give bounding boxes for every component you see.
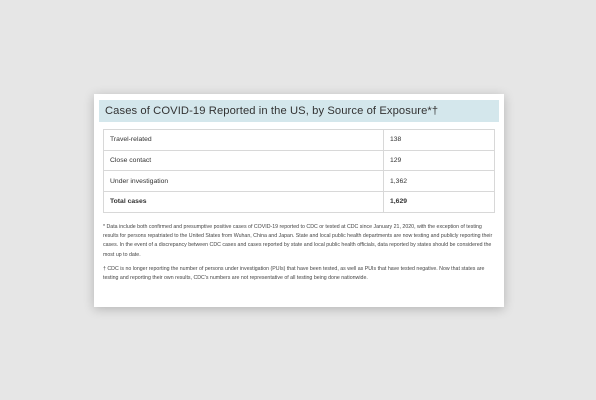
cases-table [103,129,495,213]
footnote-data-note: * Data include both confirmed and presumptive positive cases of COVID-19 reported to CDC or tested at CDC since January 21, 2020, with the exception of testing results for persons repatriated to the United States from Wuhan, China and Japan. State and local public health departments are now testing and publicly reporting their cases. In the event of a discrepancy between CDC cases and cases reported by state and local public health officials, data reported by states should be considered the most up to date. [103,223,493,258]
table-title: Cases of COVID-19 Reported in the US, by Source of Exposure*† [99,100,499,122]
cases-table-card [94,94,504,307]
table-row [104,130,495,151]
row-label-travel-related: Travel-related [104,130,384,151]
row-value-under-investigation: 1,362 [384,171,495,192]
total-label: Total cases [104,192,384,213]
table-row-total [104,192,495,213]
total-value: 1,629 [384,192,495,213]
row-label-close-contact: Close contact [104,150,384,171]
row-value-travel-related: 138 [384,130,495,151]
table-row [104,150,495,171]
table-row [104,171,495,192]
row-label-under-investigation: Under investigation [104,171,384,192]
footnotes [103,223,497,284]
row-value-close-contact: 129 [384,150,495,171]
footnote-pui-note: † CDC is no longer reporting the number of persons under investigation (PUIs) that have been tested, as well as PUIs that have tested negative. Now that states are testing and reporting their own results, CDC's numbers are not representative of all testing being done nationwide. [103,265,485,282]
